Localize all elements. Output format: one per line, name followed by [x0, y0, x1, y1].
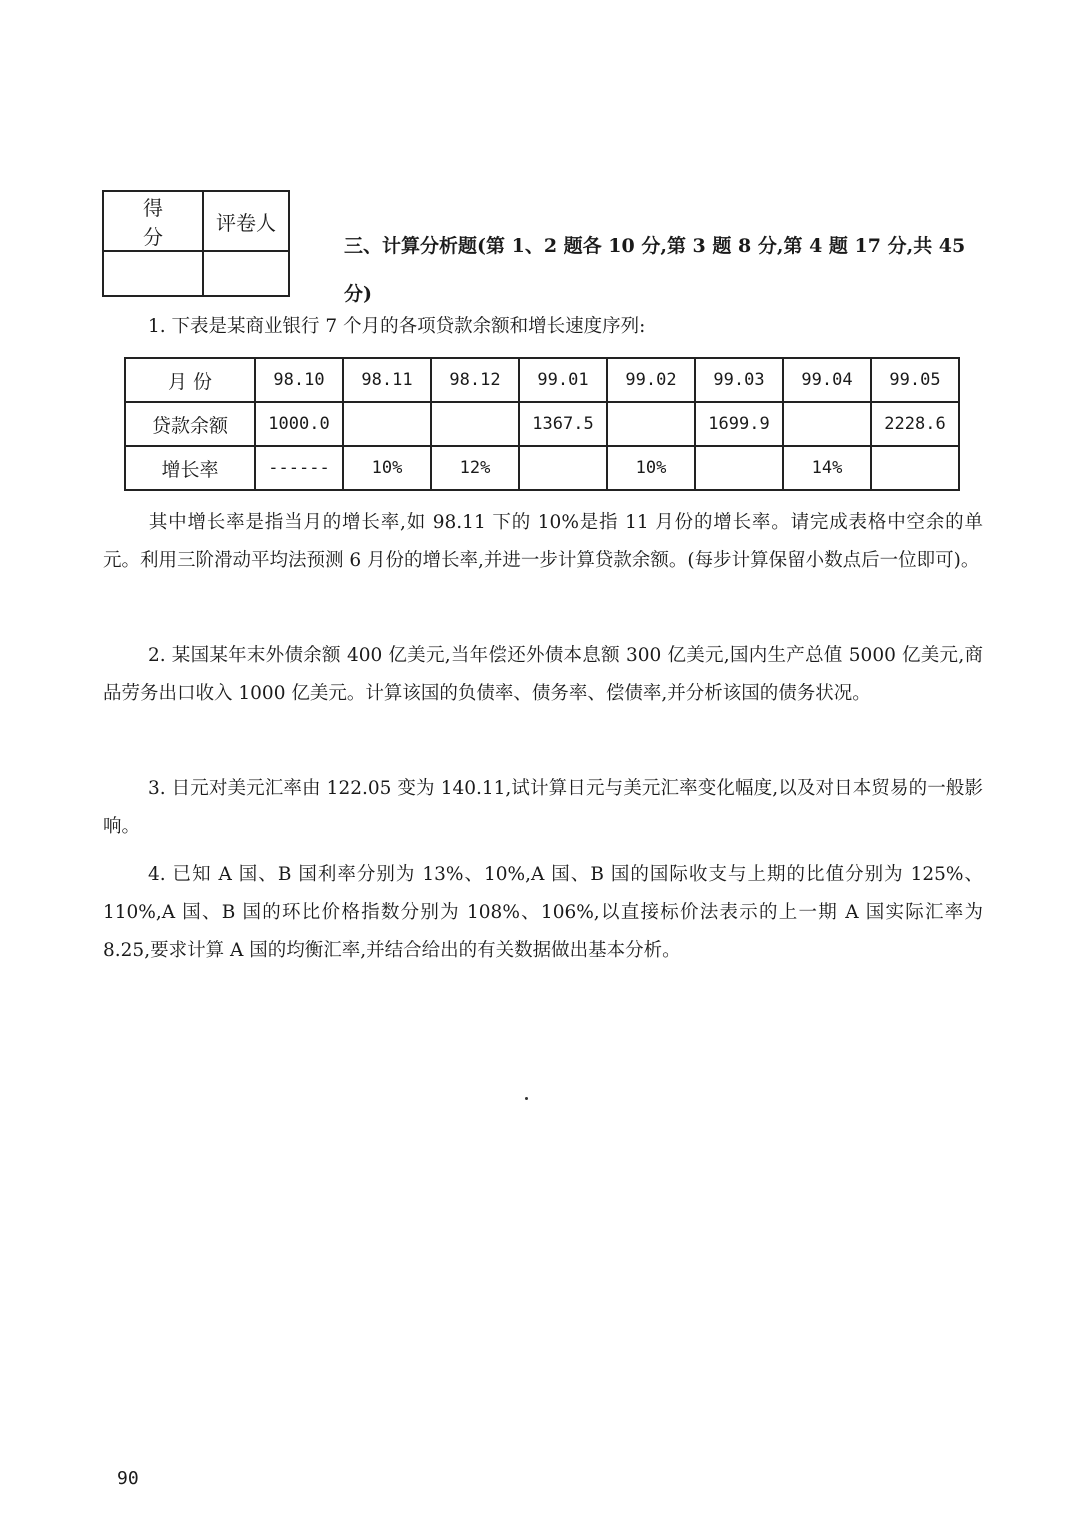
table-cell: [695, 446, 783, 490]
table-cell: [431, 402, 519, 446]
row-header-growth: 增长率: [125, 446, 255, 490]
table-cell: [783, 402, 871, 446]
table-cell: 98.12: [431, 358, 519, 402]
table-cell: 1367.5: [519, 402, 607, 446]
question-1-note: 其中增长率是指当月的增长率,如 98.11 下的 10%是指 11 月份的增长率。请完成表格中空余的单元。利用三阶滑动平均法预测 6 月份的增长率,并进一步计算贷款余额。(每步计算保留小数点后一位即可)。: [103, 512, 983, 571]
score-box: [102, 190, 290, 297]
table-cell: 99.04: [783, 358, 871, 402]
row-header-month: 月 份: [125, 358, 255, 402]
table-cell: 1000.0: [255, 402, 343, 446]
table-cell: ------: [255, 446, 343, 490]
table-row-balance: [125, 402, 959, 446]
table-cell: 98.11: [343, 358, 431, 402]
question-1-intro: 1. 下表是某商业银行 7 个月的各项贷款余额和增长速度序列:: [148, 316, 646, 337]
grader-header: 评卷人: [203, 191, 289, 251]
score-cell[interactable]: [103, 251, 203, 296]
scan-speck: [525, 1097, 528, 1100]
loan-table: [124, 357, 960, 491]
page-number: 90: [117, 1468, 139, 1489]
table-row-growth: [125, 446, 959, 490]
table-cell: [871, 446, 959, 490]
table-cell: 10%: [343, 446, 431, 490]
table-cell: [519, 446, 607, 490]
table-cell: 99.05: [871, 358, 959, 402]
table-cell: 1699.9: [695, 402, 783, 446]
table-cell: 10%: [607, 446, 695, 490]
table-cell: 12%: [431, 446, 519, 490]
table-cell: 99.01: [519, 358, 607, 402]
table-cell: [343, 402, 431, 446]
question-4: 4. 已知 A 国、B 国利率分别为 13%、10%,A 国、B 国的国际收支与上期的比值分别为 125%、110%,A 国、B 国的环比价格指数分别为 108%、106%,以直接标价法表示的上一期 A 国实际汇率为 8.25,要求计算 A 国的均衡汇率,并结合给出的有关数据做出基本分析。: [103, 864, 983, 961]
table-cell: 99.02: [607, 358, 695, 402]
question-2: 2. 某国某年末外债余额 400 亿美元,当年偿还外债本息额 300 亿美元,国内生产总值 5000 亿美元,商品劳务出口收入 1000 亿美元。计算该国的负债率、债务率、偿债率,并分析该国的债务状况。: [103, 645, 983, 704]
table-cell: 2228.6: [871, 402, 959, 446]
table-cell: 98.10: [255, 358, 343, 402]
question-3: 3. 日元对美元汇率由 122.05 变为 140.11,试计算日元与美元汇率变化幅度,以及对日本贸易的一般影响。: [103, 778, 983, 837]
row-header-balance: 贷款余额: [125, 402, 255, 446]
table-cell: 14%: [783, 446, 871, 490]
score-header: 得 分: [103, 191, 203, 251]
table-row-months: [125, 358, 959, 402]
section-title: 三、计算分析题(第 1、2 题各 10 分,第 3 题 8 分,第 4 题 17 分,共 45 分): [344, 235, 966, 305]
table-cell: [607, 402, 695, 446]
grader-cell[interactable]: [203, 251, 289, 296]
table-cell: 99.03: [695, 358, 783, 402]
